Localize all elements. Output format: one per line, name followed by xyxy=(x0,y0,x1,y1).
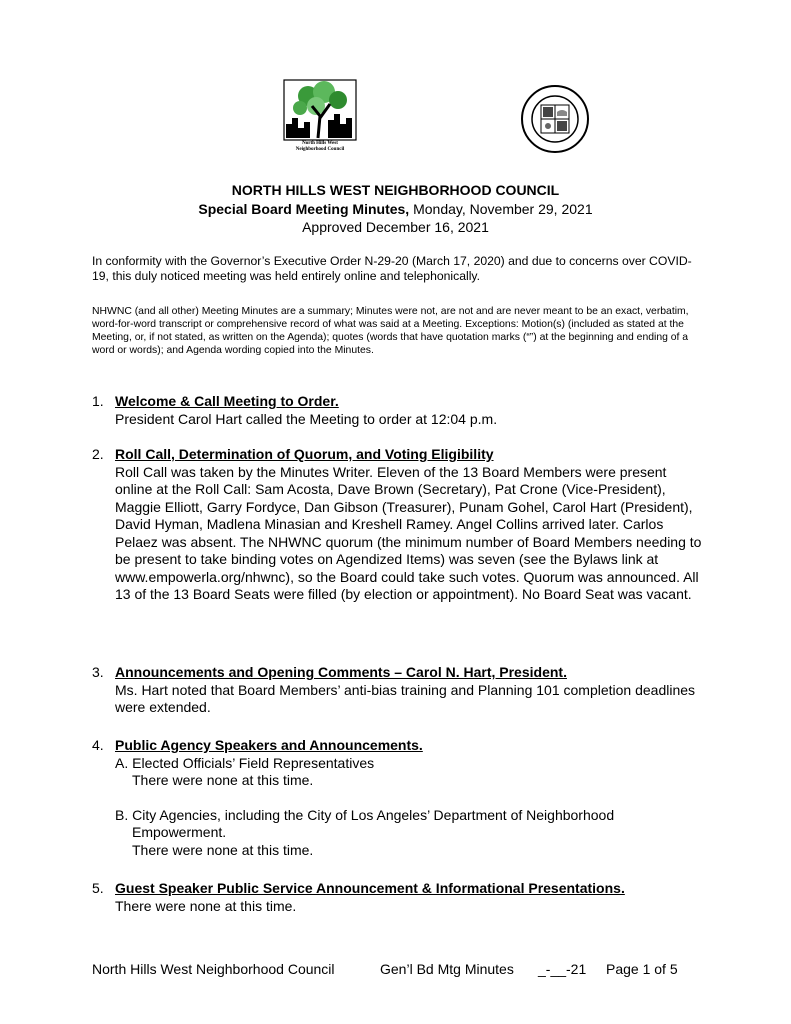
city-of-los-angeles-seal-icon xyxy=(510,84,600,154)
section-body: There were none at this time. xyxy=(115,897,297,914)
subsection-b-label-cont: Empowerment. xyxy=(132,824,227,840)
subsection-b-label: B. City Agencies, including the City of Los Angeles’ Department of Neighborhood xyxy=(115,806,615,823)
footer-doc: Gen’l Bd Mtg Minutes xyxy=(380,961,514,977)
section-body: President Carol Hart called the Meeting to order at 12:04 p.m. xyxy=(115,410,498,427)
intro-paragraph: In conformity with the Governor’s Executive Order N-29-20 (March 17, 2020) and due to concerns over COVID-19, this duly noticed meeting was held entirely online and telephonically. xyxy=(92,254,692,283)
subsection-a-body: There were none at this time. xyxy=(132,772,314,788)
section-2 xyxy=(92,446,702,604)
section-number: 1. xyxy=(92,393,104,409)
section-1 xyxy=(92,393,702,428)
logo-text-line2: Neighborhood Council xyxy=(295,147,345,152)
council-title: NORTH HILLS WEST NEIGHBORHOOD COUNCIL xyxy=(231,182,560,198)
footer-date: _-__-21 xyxy=(538,961,587,977)
section-heading: Welcome & Call Meeting to Order. xyxy=(115,393,339,409)
meeting-type: Special Board Meeting Minutes, xyxy=(198,201,410,217)
section-5 xyxy=(92,880,702,915)
approved-date: Approved December 16, 2021 xyxy=(302,219,489,235)
logo-text-line1: North Hills West xyxy=(302,141,338,146)
meeting-date: Monday, November 29, 2021 xyxy=(413,201,593,217)
city-seal xyxy=(510,84,600,154)
section-number: 5. xyxy=(92,880,104,896)
section-body: Roll Call was taken by the Minutes Writer. Eleven of the 13 Board Members were present online at the Roll Call: Sam Acosta, Dave Brown (Secretary), Pat Crone (Vice-President), Maggie Elliott, Garry Fordyce, Dan Gibson (Treasurer), Punam Gohel, Carol Hart (President), David Hyman, Madlena Minasian and Kreshell Ramey. Angel Collins arrived later. Carlos Pelaez was absent. The NHWNC quorum (the minimum number of Board Members needing to be present to take binding votes on Agendized Items) was seven (see the Bylaws link at www.empowerla.org/nhwnc), so the Board could take such votes. Quorum was announced. All 13 of the 13 Board Seats were filled (by election or appointment). No Board Seat was vacant. xyxy=(115,463,702,602)
meeting-title xyxy=(0,201,791,217)
section-body: Ms. Hart noted that Board Members’ anti-bias training and Planning 101 completion deadlines were extended. xyxy=(115,681,696,715)
nhwnc-logo xyxy=(282,78,358,162)
section-heading: Roll Call, Determination of Quorum, and Voting Eligibility xyxy=(115,446,494,462)
section-3 xyxy=(92,664,702,717)
section-4 xyxy=(92,737,702,859)
section-number: 3. xyxy=(92,664,104,680)
subsection-b-body: There were none at this time. xyxy=(132,841,314,858)
section-heading: Guest Speaker Public Service Announcement & Informational Presentations. xyxy=(115,880,625,896)
section-number: 2. xyxy=(92,446,104,462)
section-heading: Announcements and Opening Comments – Carol N. Hart, President. xyxy=(115,664,567,680)
footer-page-number: Page 1 of 5 xyxy=(606,961,678,977)
section-number: 4. xyxy=(92,737,104,753)
subsection-a-label: A. Elected Officials’ Field Representatives xyxy=(115,754,375,771)
section-heading: Public Agency Speakers and Announcements. xyxy=(115,737,423,753)
footer-org: North Hills West Neighborhood Council xyxy=(92,961,335,977)
disclaimer-paragraph: NHWNC (and all other) Meeting Minutes are a summary; Minutes were not, are not and are never meant to be an exact, verbatim, word-for-word transcript or comprehensive record of what was said at a Meeting. Exceptions: Motion(s) (included as stated at the Meeting, or, if not stated, as written on the Agenda); quotes (words that have quotation marks (“”) at the beginning and ending of a word or words); and Agenda wording copied into the Minutes. xyxy=(92,306,689,356)
